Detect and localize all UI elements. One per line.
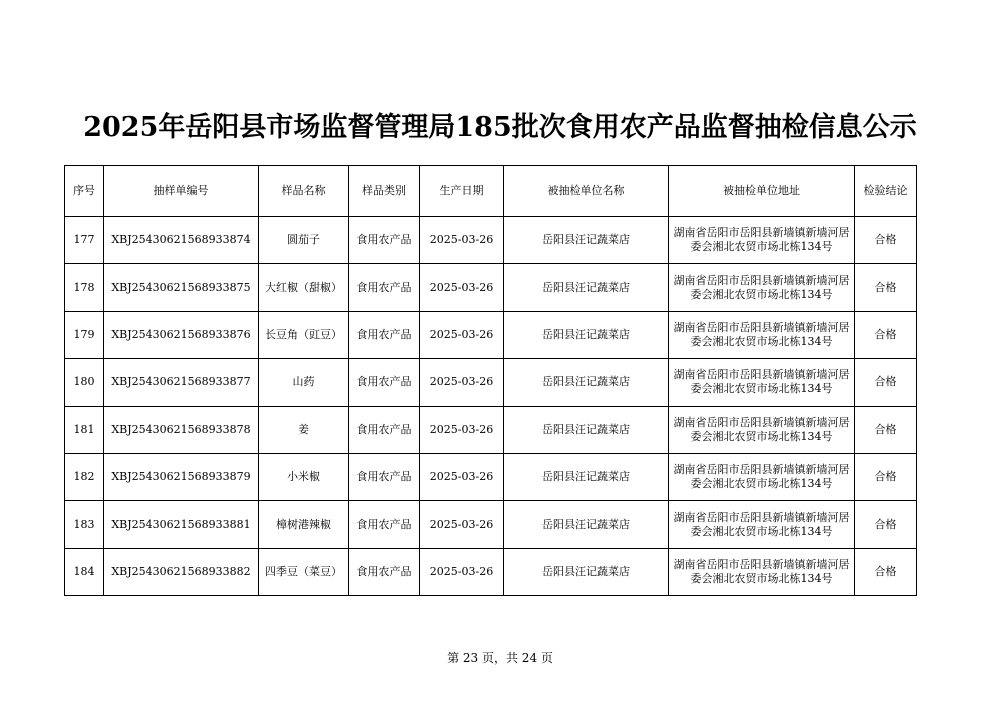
cell-sample-category: 食用农产品 xyxy=(349,548,420,595)
cell-unit-address: 湖南省岳阳市岳阳县新墙镇新墙河居委会湘北农贸市场北栋134号 xyxy=(669,359,855,406)
cell-unit-name: 岳阳县汪记蔬菜店 xyxy=(504,501,669,548)
cell-sample-category: 食用农产品 xyxy=(349,359,420,406)
cell-unit-name: 岳阳县汪记蔬菜店 xyxy=(504,406,669,453)
cell-sample-category: 食用农产品 xyxy=(349,217,420,264)
cell-unit-address: 湖南省岳阳市岳阳县新墙镇新墙河居委会湘北农贸市场北栋134号 xyxy=(669,406,855,453)
cell-sample-category: 食用农产品 xyxy=(349,453,420,500)
cell-sample-name: 四季豆（菜豆） xyxy=(259,548,349,595)
cell-test-result: 合格 xyxy=(855,217,917,264)
cell-test-result: 合格 xyxy=(855,453,917,500)
cell-sample-category: 食用农产品 xyxy=(349,501,420,548)
table-header-row xyxy=(65,166,917,217)
table-row xyxy=(65,548,917,595)
header-sample-name: 样品名称 xyxy=(259,166,349,217)
cell-sample-category: 食用农产品 xyxy=(349,264,420,311)
cell-sample-id: XBJ25430621568933882 xyxy=(104,548,259,595)
cell-serial-number: 177 xyxy=(65,217,104,264)
header-test-result: 检验结论 xyxy=(855,166,917,217)
table-row xyxy=(65,359,917,406)
document-title: 2025年岳阳县市场监督管理局185批次食用农产品监督抽检信息公示 xyxy=(83,112,917,143)
cell-sample-id: XBJ25430621568933879 xyxy=(104,453,259,500)
cell-unit-name: 岳阳县汪记蔬菜店 xyxy=(504,453,669,500)
cell-test-result: 合格 xyxy=(855,311,917,358)
cell-production-date: 2025-03-26 xyxy=(420,359,504,406)
cell-production-date: 2025-03-26 xyxy=(420,311,504,358)
cell-unit-address: 湖南省岳阳市岳阳县新墙镇新墙河居委会湘北农贸市场北栋134号 xyxy=(669,548,855,595)
header-unit-name: 被抽检单位名称 xyxy=(504,166,669,217)
cell-sample-id: XBJ25430621568933878 xyxy=(104,406,259,453)
table-row xyxy=(65,453,917,500)
cell-unit-name: 岳阳县汪记蔬菜店 xyxy=(504,217,669,264)
cell-production-date: 2025-03-26 xyxy=(420,501,504,548)
cell-production-date: 2025-03-26 xyxy=(420,406,504,453)
cell-sample-name: 樟树港辣椒 xyxy=(259,501,349,548)
header-serial-number: 序号 xyxy=(65,166,104,217)
table-body xyxy=(65,217,917,596)
cell-sample-id: XBJ25430621568933881 xyxy=(104,501,259,548)
header-production-date: 生产日期 xyxy=(420,166,504,217)
cell-unit-address: 湖南省岳阳市岳阳县新墙镇新墙河居委会湘北农贸市场北栋134号 xyxy=(669,264,855,311)
header-sample-id: 抽样单编号 xyxy=(104,166,259,217)
cell-serial-number: 180 xyxy=(65,359,104,406)
cell-sample-name: 长豆角（豇豆） xyxy=(259,311,349,358)
cell-unit-name: 岳阳县汪记蔬菜店 xyxy=(504,359,669,406)
header-unit-address: 被抽检单位地址 xyxy=(669,166,855,217)
table-row xyxy=(65,501,917,548)
cell-unit-address: 湖南省岳阳市岳阳县新墙镇新墙河居委会湘北农贸市场北栋134号 xyxy=(669,501,855,548)
cell-sample-category: 食用农产品 xyxy=(349,406,420,453)
cell-test-result: 合格 xyxy=(855,406,917,453)
cell-serial-number: 181 xyxy=(65,406,104,453)
cell-unit-name: 岳阳县汪记蔬菜店 xyxy=(504,311,669,358)
cell-sample-id: XBJ25430621568933877 xyxy=(104,359,259,406)
table-row xyxy=(65,406,917,453)
cell-production-date: 2025-03-26 xyxy=(420,264,504,311)
cell-unit-address: 湖南省岳阳市岳阳县新墙镇新墙河居委会湘北农贸市场北栋134号 xyxy=(669,311,855,358)
cell-unit-address: 湖南省岳阳市岳阳县新墙镇新墙河居委会湘北农贸市场北栋134号 xyxy=(669,217,855,264)
cell-serial-number: 179 xyxy=(65,311,104,358)
cell-unit-address: 湖南省岳阳市岳阳县新墙镇新墙河居委会湘北农贸市场北栋134号 xyxy=(669,453,855,500)
cell-sample-id: XBJ25430621568933874 xyxy=(104,217,259,264)
cell-serial-number: 178 xyxy=(65,264,104,311)
cell-unit-name: 岳阳县汪记蔬菜店 xyxy=(504,548,669,595)
cell-serial-number: 184 xyxy=(65,548,104,595)
cell-test-result: 合格 xyxy=(855,264,917,311)
cell-serial-number: 182 xyxy=(65,453,104,500)
inspection-table xyxy=(64,165,917,596)
cell-production-date: 2025-03-26 xyxy=(420,548,504,595)
cell-test-result: 合格 xyxy=(855,359,917,406)
cell-sample-name: 姜 xyxy=(259,406,349,453)
cell-sample-name: 小米椒 xyxy=(259,453,349,500)
cell-sample-name: 圆茄子 xyxy=(259,217,349,264)
cell-sample-id: XBJ25430621568933875 xyxy=(104,264,259,311)
cell-sample-name: 大红椒（甜椒） xyxy=(259,264,349,311)
table-row xyxy=(65,264,917,311)
cell-production-date: 2025-03-26 xyxy=(420,217,504,264)
cell-sample-category: 食用农产品 xyxy=(349,311,420,358)
cell-unit-name: 岳阳县汪记蔬菜店 xyxy=(504,264,669,311)
header-sample-category: 样品类别 xyxy=(349,166,420,217)
cell-sample-id: XBJ25430621568933876 xyxy=(104,311,259,358)
table-row xyxy=(65,311,917,358)
cell-test-result: 合格 xyxy=(855,548,917,595)
table-row xyxy=(65,217,917,264)
page-number-footer: 第 23 页，共 24 页 xyxy=(447,651,553,665)
cell-test-result: 合格 xyxy=(855,501,917,548)
cell-sample-name: 山药 xyxy=(259,359,349,406)
cell-production-date: 2025-03-26 xyxy=(420,453,504,500)
cell-serial-number: 183 xyxy=(65,501,104,548)
